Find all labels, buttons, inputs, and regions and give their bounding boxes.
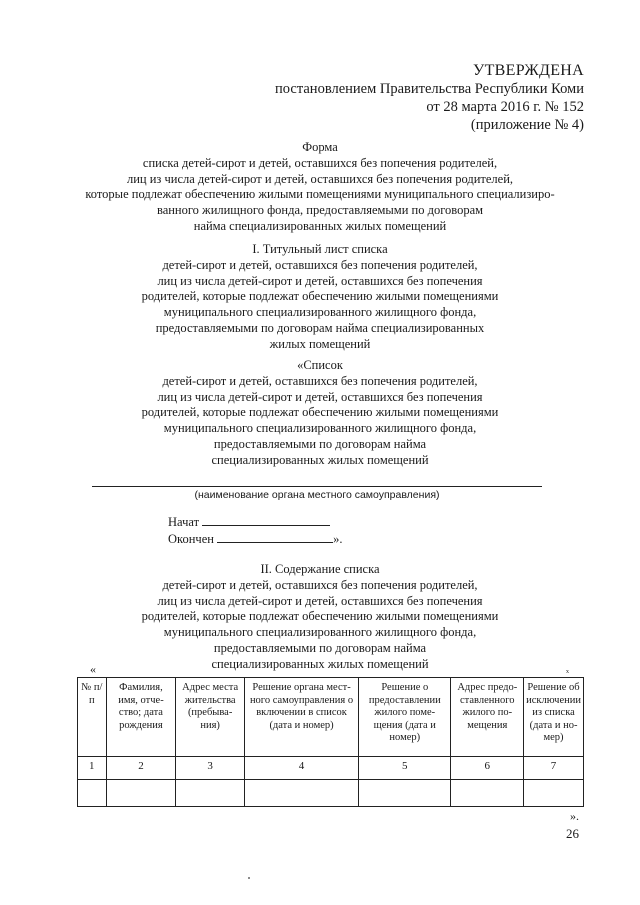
- form-title: Форма: [302, 140, 338, 154]
- table-number-cell: 5: [359, 757, 451, 780]
- form-header: [60, 140, 580, 235]
- table-empty-cell: [176, 780, 245, 807]
- table-header-cell: Фамилия, имя, отче-ство; дата рождения: [106, 678, 176, 757]
- section-1-line: родителей, которые подлежат обеспечению жилыми помещениями: [141, 289, 499, 304]
- table-close-quote: ».: [570, 809, 579, 823]
- approval-line-3: (приложение № 4): [470, 117, 584, 133]
- table-header-cell: Адрес предо-ставленного жилого по-мещения: [451, 678, 524, 757]
- page-number: 26: [566, 826, 579, 841]
- section-1-line: детей-сирот и детей, оставшихся без попечения родителей,: [162, 257, 478, 272]
- finished-end-quote: ».: [333, 532, 343, 546]
- section-1-line: лиц из числа детей-сирот и детей, оставшихся без попечения: [157, 273, 483, 288]
- table-header-cell: Адрес места жительства (пребыва-ния): [176, 678, 245, 757]
- table-empty-cell: [524, 780, 584, 807]
- finished-blank: [217, 530, 333, 543]
- scan-speck: [248, 877, 250, 879]
- table-empty-cell: [244, 780, 358, 807]
- table-empty-cell: [78, 780, 107, 807]
- section-2-line: предоставляемыми по договорам найма: [213, 640, 427, 655]
- section-2-line: муниципального специализированного жилищного фонда,: [163, 625, 477, 640]
- list-title-block: [60, 358, 580, 469]
- section-1-line: предоставляемыми по договорам найма специализированных: [155, 320, 485, 335]
- list-table: [77, 677, 584, 807]
- form-line: ванного жилищного фонда, предоставляемыми по договорам: [156, 203, 484, 218]
- section-1-line: жилых помещений: [269, 336, 371, 351]
- form-line: лиц из числа детей-сирот и детей, оставшихся без попечения родителей,: [126, 171, 514, 186]
- table-number-cell: 4: [244, 757, 358, 780]
- org-name-caption: (наименование органа местного самоуправления): [194, 489, 440, 501]
- started-label: Начат: [168, 515, 200, 529]
- table-number-cell: 2: [106, 757, 176, 780]
- table-empty-cell: [106, 780, 176, 807]
- table-open-quote: «: [90, 662, 96, 676]
- section-2-line: специализированных жилых помещений: [211, 656, 429, 671]
- section-1-line: муниципального специализированного жилищного фонда,: [163, 305, 477, 320]
- section-2: [60, 562, 580, 673]
- approval-line-2: от 28 марта 2016 г. № 152: [426, 99, 584, 115]
- list-title-line: специализированных жилых помещений: [211, 452, 429, 467]
- list-title-line: муниципального специализированного жилищного фонда,: [163, 421, 477, 436]
- table-tick-mark: ₓ: [566, 664, 569, 675]
- table-number-cell: 3: [176, 757, 245, 780]
- approval-block: [275, 62, 584, 134]
- form-line: списка детей-сирот и детей, оставшихся без попечения родителей,: [142, 155, 498, 170]
- table-header-row: [78, 678, 584, 757]
- list-title-line: предоставляемыми по договорам найма: [213, 436, 427, 451]
- section-2-line: родителей, которые подлежат обеспечению жилыми помещениями: [141, 609, 499, 624]
- table-number-cell: 6: [451, 757, 524, 780]
- finished-row: [168, 530, 342, 547]
- table-number-cell: 7: [524, 757, 584, 780]
- list-title-line: родителей, которые подлежат обеспечению жилыми помещениями: [141, 405, 499, 420]
- list-title: «Список: [297, 358, 343, 372]
- approval-line-1: постановлением Правительства Республики Коми: [275, 81, 584, 97]
- started-blank: [202, 513, 330, 526]
- form-line: найма специализированных жилых помещений: [193, 218, 447, 233]
- table-number-cell: 1: [78, 757, 107, 780]
- finished-label: Окончен: [168, 532, 214, 546]
- section-2-line: детей-сирот и детей, оставшихся без попечения родителей,: [162, 577, 478, 592]
- section-1-title: I. Титульный лист списка: [252, 242, 388, 256]
- table-header-cell: Решение об исключении из списка (дата и но-мер): [524, 678, 584, 757]
- table-number-row: [78, 757, 584, 780]
- list-title-line: детей-сирот и детей, оставшихся без попечения родителей,: [162, 373, 478, 388]
- section-2-title: II. Содержание списка: [260, 562, 380, 576]
- table-header-cell: Решение органа мест-ного самоуправления о включении в список (дата и номер): [244, 678, 358, 757]
- table-empty-cell: [359, 780, 451, 807]
- form-line: которые подлежат обеспечению жилыми помещениями муниципального специализиро-: [85, 187, 555, 202]
- table-header-cell: Решение о предоставлении жилого поме-щения (дата и номер): [359, 678, 451, 757]
- approval-title: УТВЕРЖДЕНА: [472, 62, 584, 79]
- table-header-cell: № п/п: [78, 678, 107, 757]
- section-2-line: лиц из числа детей-сирот и детей, оставшихся без попечения: [157, 593, 483, 608]
- list-title-line: лиц из числа детей-сирот и детей, оставшихся без попечения: [157, 389, 483, 404]
- org-name-line: [92, 486, 542, 487]
- table-empty-row: [78, 780, 584, 807]
- section-1: [60, 242, 580, 353]
- table-empty-cell: [451, 780, 524, 807]
- started-row: [168, 513, 330, 530]
